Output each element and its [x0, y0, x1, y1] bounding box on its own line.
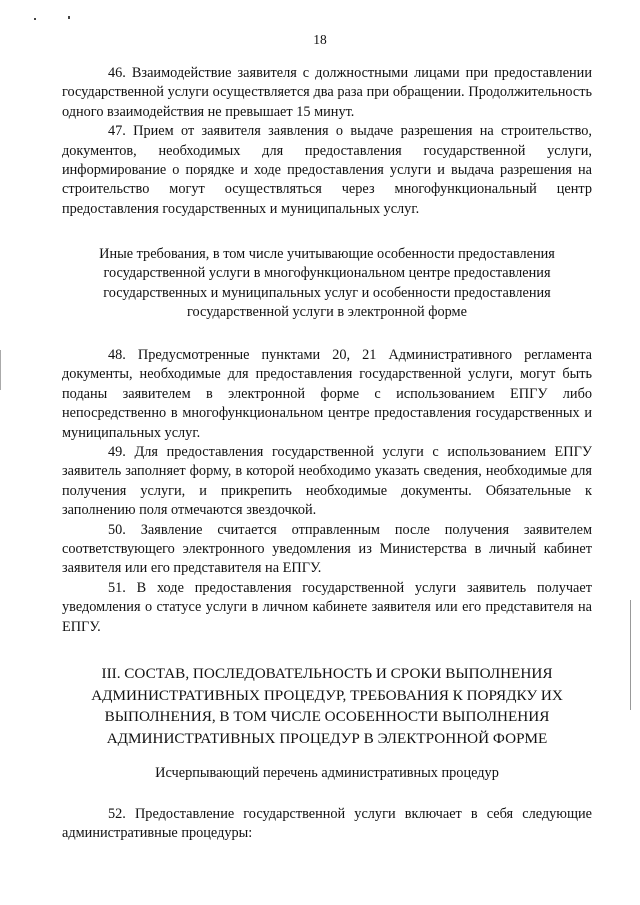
subheading-procedures-list: Исчерпывающий перечень административных процедур — [155, 765, 499, 781]
text-block-top — [62, 64, 592, 219]
paragraph-52: 52. Предоставление государственной услуги включает в себя следующие административные процедуры: — [62, 806, 592, 842]
scan-speck — [34, 18, 36, 20]
paragraph-49: 49. Для предоставления государственной услуги с использованием ЕПГУ заявитель заполняет форму, в которой необходимо указать сведения, необходимые для получения услуги, и прикрепить необходимые документы. Обязательные к заполнению поля отмечаются звездочкой. — [62, 444, 592, 519]
scan-edge-line — [630, 600, 631, 710]
section-heading: III. СОСТАВ, ПОСЛЕДОВАТЕЛЬНОСТЬ И СРОКИ ВЫПОЛНЕНИЯ АДМИНИСТРАТИВНЫХ ПРОЦЕДУР, ТРЕБОВАНИЯ К ПОРЯДКУ ИХ ВЫПОЛНЕНИЯ, В ТОМ ЧИСЛЕ ОСОБЕННОСТИ ВЫПОЛНЕНИЯ АДМИНИСТРАТИВНЫХ ПРОЦЕДУР В ЭЛЕКТРОННОЙ ФОРМЕ — [91, 665, 563, 747]
paragraph-47: 47. Прием от заявителя заявления о выдаче разрешения на строительство, документов, необходимых для предоставления государственной услуги, информирование о порядке и ходе предоставления услуги и выдача разрешения на строительство могут осуществляться через многофункциональный центр предоставления государственных и муниципальных услуг. — [62, 123, 592, 217]
paragraph-51: 51. В ходе предоставления государственной услуги заявитель получает уведомления о статусе услуги в личном кабинете заявителя или его представителя на ЕПГУ. — [62, 579, 592, 635]
scan-edge-line — [0, 350, 1, 390]
page-number: 18 — [313, 32, 327, 47]
paragraph-50: 50. Заявление считается отправленным после получения заявителем соответствующего электронного уведомления из Министерства в личный кабинет заявителя или его представителя на ЕПГУ. — [62, 521, 592, 577]
subheading-other-requirements: Иные требования, в том числе учитывающие особенности предоставления государственной услуги в многофункциональном центре предоставления государственных и муниципальных услуг и особенности предоставления государственной услуги в электронной форме — [99, 246, 555, 321]
paragraph-46: 46. Взаимодействие заявителя с должностными лицами при предоставлении государственной услуги осуществляется два раза при обращении. Продолжительность одного взаимодействия не превышает 15 минут. — [62, 65, 592, 120]
text-block-bottom — [62, 805, 592, 844]
scan-speck — [68, 16, 70, 19]
paragraph-48: 48. Предусмотренные пунктами 20, 21 Административного регламента документы, необходимые для предоставления государственной услуги, могут быть поданы заявителем в электронной форме с использованием ЕПГУ либо непосредственно в многофункциональном центре предоставления государственных и муниципальных услуг. — [62, 347, 592, 441]
text-block-middle — [62, 346, 592, 637]
